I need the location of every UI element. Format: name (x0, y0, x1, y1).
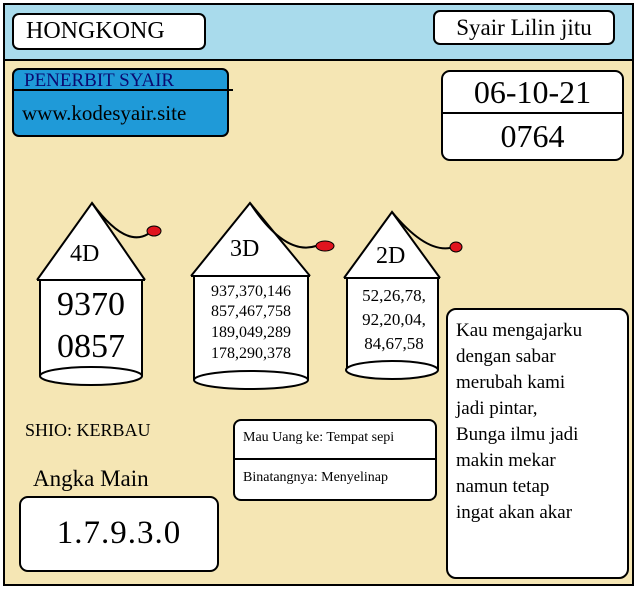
hint-animal: Binatangnya: Menyelinap (243, 470, 389, 485)
shio-label: SHIO: KERBAU (25, 420, 151, 440)
label-3d: 3D (230, 236, 260, 262)
poem-line: merubah kami (456, 372, 566, 393)
poem-box (446, 308, 629, 579)
poem-line: ingat akan akar (456, 502, 573, 523)
prediction-4d-1: 9370 (57, 286, 125, 323)
hint-box (233, 419, 437, 501)
label-2d: 2D (376, 243, 406, 269)
prediction-3d-1: 937,370,146 (211, 283, 291, 300)
angka-main-label: Angka Main (33, 466, 149, 491)
poem-line: dengan sabar (456, 346, 556, 367)
angka-main-value: 1.7.9.3.0 (19, 496, 219, 572)
poem-line: Bunga ilmu jadi (456, 424, 579, 445)
publisher-label: PENERBIT SYAIR (24, 70, 175, 91)
market-title: HONGKONG (12, 13, 206, 50)
prediction-3d-3: 189,049,289 (211, 324, 291, 341)
label-4d: 4D (70, 241, 100, 267)
prediction-3d-2: 857,467,758 (211, 303, 291, 320)
draw-code: 0764 (500, 118, 565, 154)
prediction-4d-2: 0857 (57, 328, 125, 365)
poem-line: namun tetap (456, 476, 550, 497)
draw-date: 06-10-21 (473, 74, 592, 110)
hint-money: Mau Uang ke: Tempat sepi (243, 430, 395, 445)
poem-line: jadi pintar, (456, 398, 538, 419)
poem-line: Kau mengajarku (456, 320, 583, 341)
prediction-2d-2: 92,20,04, (362, 310, 426, 329)
hint-divider (235, 458, 435, 460)
prediction-3d-4: 178,290,378 (211, 345, 291, 362)
prediction-2d-1: 52,26,78, (362, 286, 426, 305)
publisher-url: www.kodesyair.site (22, 101, 187, 125)
prediction-2d-3: 84,67,58 (364, 334, 424, 353)
syair-title: Syair Lilin jitu (433, 10, 615, 45)
poem-line: makin mekar (456, 450, 556, 471)
